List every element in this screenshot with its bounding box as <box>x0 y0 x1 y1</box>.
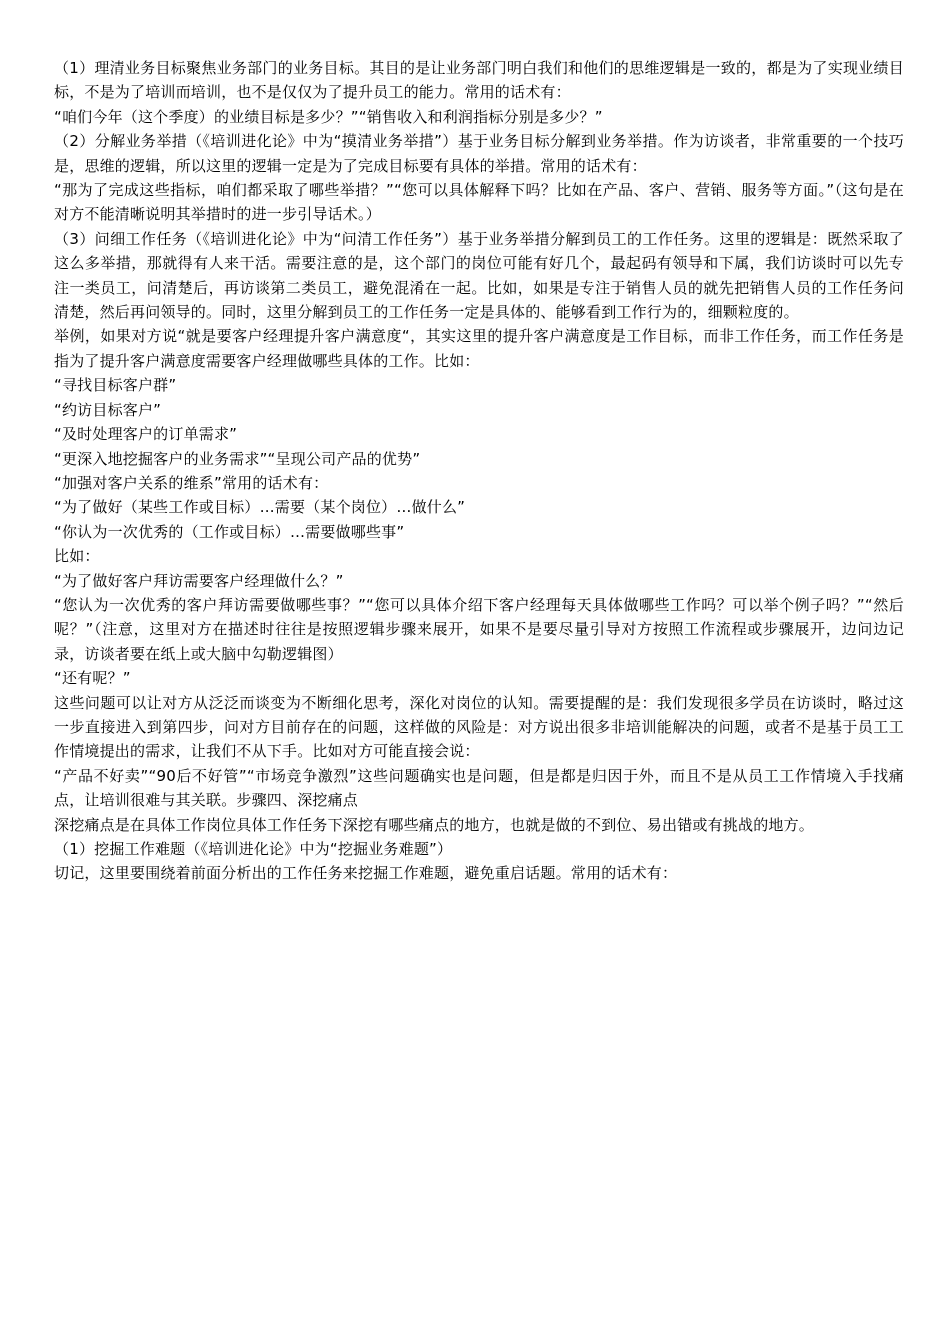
paragraph-external-problems: “产品不好卖”“90后不好管”“市场竞争激烈”这些问题确实也是问题，但是都是归因于外，而且不是从员工工作情境入手找痛点，让培训很难与其关联。步骤四、深挖痛点 <box>54 766 904 810</box>
quote-visit-2: “您认为一次优秀的客户拜访需要做哪些事？”“您可以具体介绍下客户经理每天具体做哪些工作吗？可以举个例子吗？”“然后呢？”（注意，这里对方在描述时往往是按照逻辑步骤来展开，如果不是要尽量引导对方按照工作流程或步骤展开，边问边记录，访谈者要在纸上或大脑中勾勒逻辑图） <box>54 595 904 663</box>
quote-template-2: “你认为一次优秀的（工作或目标）…需要做哪些事” <box>54 522 405 541</box>
paragraph-example: 举例，如果对方说“就是要客户经理提升客户满意度“，其实这里的提升客户满意度是工作目标，而非工作任务，而工作任务是指为了提升客户满意度需要客户经理做哪些具体的工作。比如： <box>54 327 904 370</box>
quote-task-1: “寻找目标客户群” <box>54 376 177 395</box>
paragraph-for-example: 比如： <box>54 547 100 566</box>
quote-task-4: “更深入地挖掘客户的业务需求”“呈现公司产品的优势” <box>54 449 421 468</box>
quote-anything-else: “还有呢？” <box>54 669 131 688</box>
paragraph-pain-points: 深挖痛点是在具体工作岗位具体工作任务下深挖有哪些痛点的地方，也就是做的不到位、易出错或有挑战的地方。 <box>54 815 815 834</box>
quote-goal-questions: “咱们今年（这个季度）的业绩目标是多少？”“销售收入和利润指标分别是多少？” <box>54 107 603 126</box>
paragraph-reminder: 这些问题可以让对方从泛泛而谈变为不断细化思考，深化对岗位的认知。需要提醒的是：我们发现很多学员在访谈时，略过这一步直接进入到第四步，问对方目前存在的问题，这样做的风险是：对方说出很多非培训能解决的问题，或者不是基于员工工作情境提出的需求，让我们不从下手。比如对方可能直接会说： <box>54 693 904 761</box>
paragraph-work-tasks: （3）问细工作任务（《培训进化论》中为“问清工作任务”）基于业务举措分解到员工的工作任务。这里的逻辑是：既然采取了这么多举措，那就得有人来干活。需要注意的是，这个部门的岗位可能有好几个，最起码有领导和下属，我们访谈时可以先专注一类员工，问清楚后，再访谈第二类员工，避免混淆在一起。比如，如果是专注于销售人员的就先把销售人员的工作任务问清楚，然后再问领导的。同时，这里分解到员工的工作任务一定是具体的、能够看到工作行为的，细颗粒度的。 <box>54 229 904 322</box>
quote-task-2: “约访目标客户” <box>54 400 162 419</box>
quote-measures-questions: “那为了完成这些指标，咱们都采取了哪些举措？”“您可以具体解释下吗？比如在产品、客户、营销、服务等方面。”（这句是在对方不能清晰说明其举措时的进一步引导话术。） <box>54 181 904 224</box>
paragraph-decompose-measures: （2）分解业务举措（《培训进化论》中为“摸清业务举措”）基于业务目标分解到业务举措。作为访谈者，非常重要的一个技巧是，思维的逻辑，所以这里的逻辑一定是为了完成目标要有具体的举措。常用的话术有： <box>54 132 904 175</box>
quote-task-5: “加强对客户关系的维系”常用的话术有： <box>54 473 329 492</box>
quote-task-3: “及时处理客户的订单需求” <box>54 425 238 444</box>
document-page <box>54 56 904 886</box>
quote-visit-1: “为了做好客户拜访需要客户经理做什么？” <box>54 571 344 590</box>
quote-template-1: “为了做好（某些工作或目标）…需要（某个岗位）…做什么” <box>54 498 466 517</box>
heading-work-difficulties: （1）挖掘工作难题（《培训进化论》中为“挖掘业务难题”） <box>54 840 453 858</box>
paragraph-final-note: 切记，这里要围绕着前面分析出的工作任务来挖掘工作难题，避免重启话题。常用的话术有： <box>54 864 678 883</box>
paragraph-goal-clarify: （1）理清业务目标聚焦业务部门的业务目标。其目的是让业务部门明白我们和他们的思维逻辑是一致的，都是为了实现业绩目标，不是为了培训而培训，也不是仅仅为了提升员工的能力。常用的话术有： <box>54 59 904 102</box>
